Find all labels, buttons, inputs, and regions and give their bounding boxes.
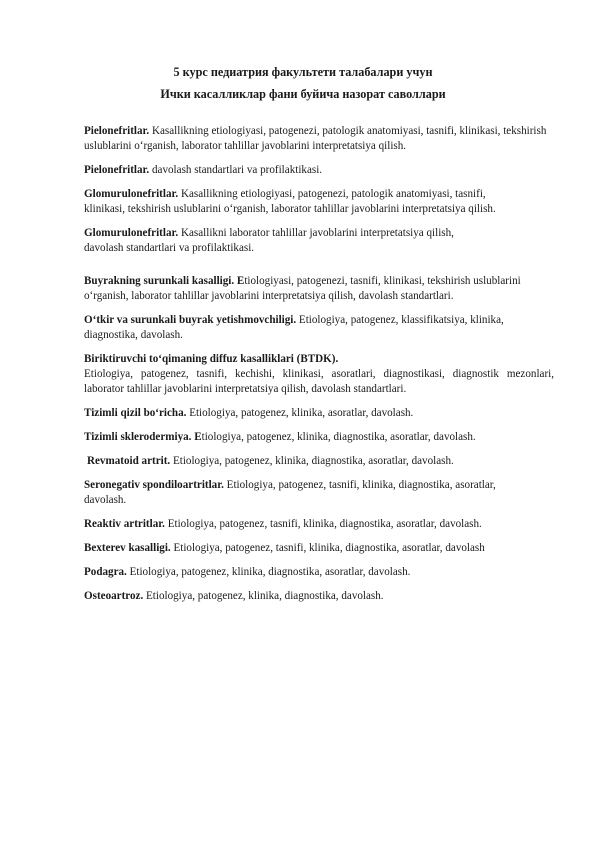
question-item [84,478,524,508]
question-term: Seronegativ spondiloartritlar. [84,479,224,491]
question-term: Glomurulonefritlar. [84,227,179,239]
question-term: Osteoartroz. [84,590,144,602]
question-term: Glomurulonefritlar. [84,188,179,200]
question-item [84,274,554,304]
question-item [84,430,554,445]
question-term: Pielonefritlar. [84,164,150,176]
question-term: Bexterev kasalligi. [84,542,171,554]
question-text: Etiologiya, patogenez, klinika, diagnostika, asoratlar, davolash. [126,566,411,578]
question-text: Kasallikni laborator tahlillar javoblarini interpretatsiya qilish, davolash standartlari va profilaktikasi. [84,227,454,254]
question-term: Buyrakning surunkali kasalligi. E [84,275,245,287]
question-list [84,124,552,604]
document-title-line-1: 5 курс педиатрия факультети талабалари учун [173,65,433,79]
question-item [84,226,496,256]
question-text: tiologiya, patogenez, klinika, diagnostika, asoratlar, davolash. [201,431,476,443]
question-term: Podagra. [84,566,127,578]
question-item [84,589,554,604]
question-term: O‘tkir va surunkali buyrak yetishmovchiligi. [84,314,297,326]
question-text: Kasallikning etiologiyasi, patogenezi, patologik anatomiyasi, tasnifi, klinikasi, tekshirish uslublarini o‘rganish, laborator tahlillar javoblarini interpretatsiya qilish. [84,125,547,152]
document-title-line-2: Ички касалликлар фани буйича назорат саволлари [160,87,446,101]
question-item [84,163,554,178]
question-text: Etiologiya, patogenez, klinika, diagnostika, asoratlar, davolash. [170,455,454,467]
question-term: Reaktiv artritlar. [84,518,165,530]
question-text: Etiologiya, patogenez, tasnifi, klinika, diagnostika, asoratlar, davolash. [84,479,496,506]
question-text: Etiologiya, patogenez, klassifikatsiya, klinika, diagnostika, davolash. [84,314,504,341]
question-term: Revmatoid artrit. [87,455,171,467]
question-text: Etiologiya, patogenez, tasnifi, kechishi, klinikasi, asoratlari, diagnostikasi, diagnostik mezonlari, laborator tahlillar javoblarini interpretatsiya qilish, davolash standartlari. [84,368,554,395]
question-term: Tizimli sklerodermiya. E [84,431,202,443]
question-text: Etiologiya, patogenez, klinika, asoratlar, davolash. [186,407,414,419]
question-item [84,352,554,397]
question-text: Etiologiya, patogenez, tasnifi, klinika, diagnostika, asoratlar, davolash. [164,518,482,530]
question-item [84,454,557,469]
question-item [84,565,554,580]
question-item [84,313,554,343]
question-item [84,517,524,532]
question-item [84,187,496,217]
question-text: Etiologiya, patogenez, tasnifi, klinika, diagnostika, asoratlar, davolash [170,542,485,554]
question-text: davolash standartlari va profilaktikasi. [149,164,323,176]
question-item [84,541,524,556]
question-term: Pielonefritlar. [84,125,150,137]
question-text: Etiologiya, patogenez, klinika, diagnostika, davolash. [143,590,384,602]
question-term: Biriktiruvchi to‘qimaning diffuz kasalliklari (BTDK). [84,353,339,365]
question-item [84,124,554,154]
question-text: Kasallikning etiologiyasi, patogenezi, patologik anatomiyasi, tasnifi, klinikasi, tekshirish uslublarini o‘rganish, laborator tahlillar javoblarini interpretatsiya qilish. [84,188,496,215]
question-term: Tizimli qizil bo‘richa. [84,407,187,419]
question-item [84,406,554,421]
question-text: tiologiyasi, patogenezi, tasnifi, klinikasi, tekshirish uslublarini o‘rganish, laborator tahlillar javoblarini interpretatsiya qilish, davolash standartlari. [84,275,521,302]
